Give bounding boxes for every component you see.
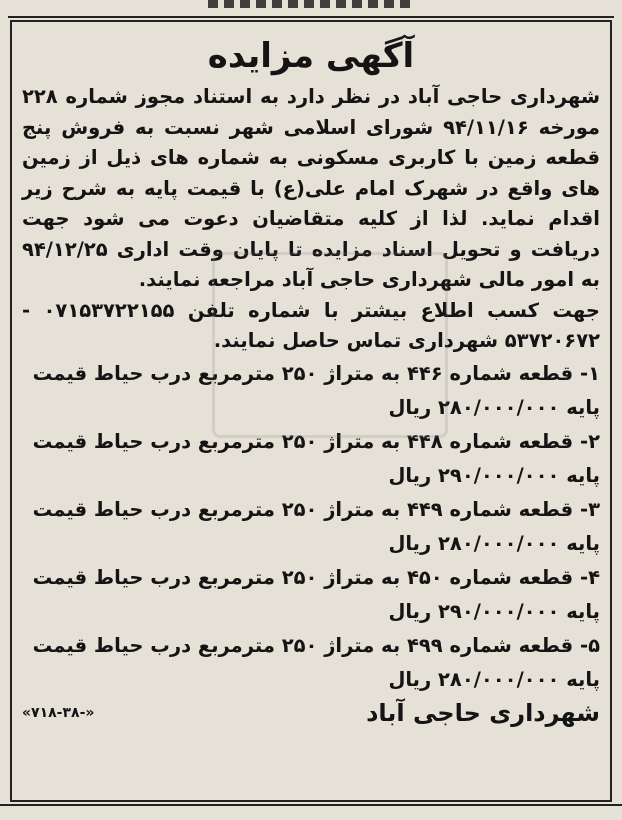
lot-item: [22, 561, 600, 629]
lot-list: [22, 357, 600, 697]
notice-paragraph: شهرداری حاجی آباد در نظر دارد به استناد مجوز شماره ۲۲۸ مورخه ۹۴/۱۱/۱۶ شورای اسلامی شهر نسبت به فروش پنج قطعه زمین با کاربری مسکونی به شماره های ذیل از زمین های واقع در شهرک امام علی(ع) با قیمت پایه به شرح زیر اقدام نماید. لذا از کلیه متقاضیان دعوت می شود جهت دریافت و تحویل اسناد مزایده تا پایان وقت اداری ۹۴/۱۲/۲۵ به امور مالی شهرداری حاجی آباد مراجعه نمایند.: [22, 85, 601, 291]
ad-code: «۷۱۸-۳۸-»: [22, 704, 95, 721]
lot-price: پایه ۲۸۰/۰۰۰/۰۰۰ ریال: [388, 395, 600, 419]
lot-price: پایه ۲۹۰/۰۰۰/۰۰۰ ریال: [388, 599, 600, 623]
lot-item: [22, 357, 600, 425]
lot-item: [22, 425, 600, 493]
lot-description: ۳- قطعه شماره ۴۴۹ به متراژ ۲۵۰ مترمربع درب حیاط قیمت: [32, 497, 600, 521]
lot-price: پایه ۲۹۰/۰۰۰/۰۰۰ ریال: [388, 463, 600, 487]
signature: شهرداری حاجی آباد: [366, 698, 600, 727]
lot-item: [22, 493, 600, 561]
notice-title: آگهی مزایده: [207, 36, 415, 76]
lot-description: ۱- قطعه شماره ۴۴۶ به متراژ ۲۵۰ مترمربع درب حیاط قیمت: [32, 361, 600, 385]
previous-ad-text-fragment: [208, 0, 414, 8]
previous-ad-edge: [8, 0, 614, 18]
lot-description: ۵- قطعه شماره ۴۹۹ به متراژ ۲۵۰ مترمربع درب حیاط قیمت: [32, 633, 600, 657]
lot-price: پایه ۲۸۰/۰۰۰/۰۰۰ ریال: [388, 667, 600, 691]
next-ad-edge: [0, 804, 622, 820]
lot-description: ۲- قطعه شماره ۴۴۸ به متراژ ۲۵۰ مترمربع درب حیاط قیمت: [32, 429, 600, 453]
lot-price: پایه ۲۸۰/۰۰۰/۰۰۰ ریال: [388, 531, 600, 555]
lot-description: ۴- قطعه شماره ۴۵۰ به متراژ ۲۵۰ مترمربع درب حیاط قیمت: [32, 565, 600, 589]
auction-notice: [10, 20, 612, 802]
lot-item: [22, 629, 600, 697]
contact-info: جهت کسب اطلاع بیشتر با شماره تلفن ۰۷۱۵۳۷۲۲۱۵۵ - ۵۳۷۲۰۶۷۲ شهرداری تماس حاصل نمایند.: [22, 298, 600, 352]
notice-footer: [22, 699, 600, 727]
